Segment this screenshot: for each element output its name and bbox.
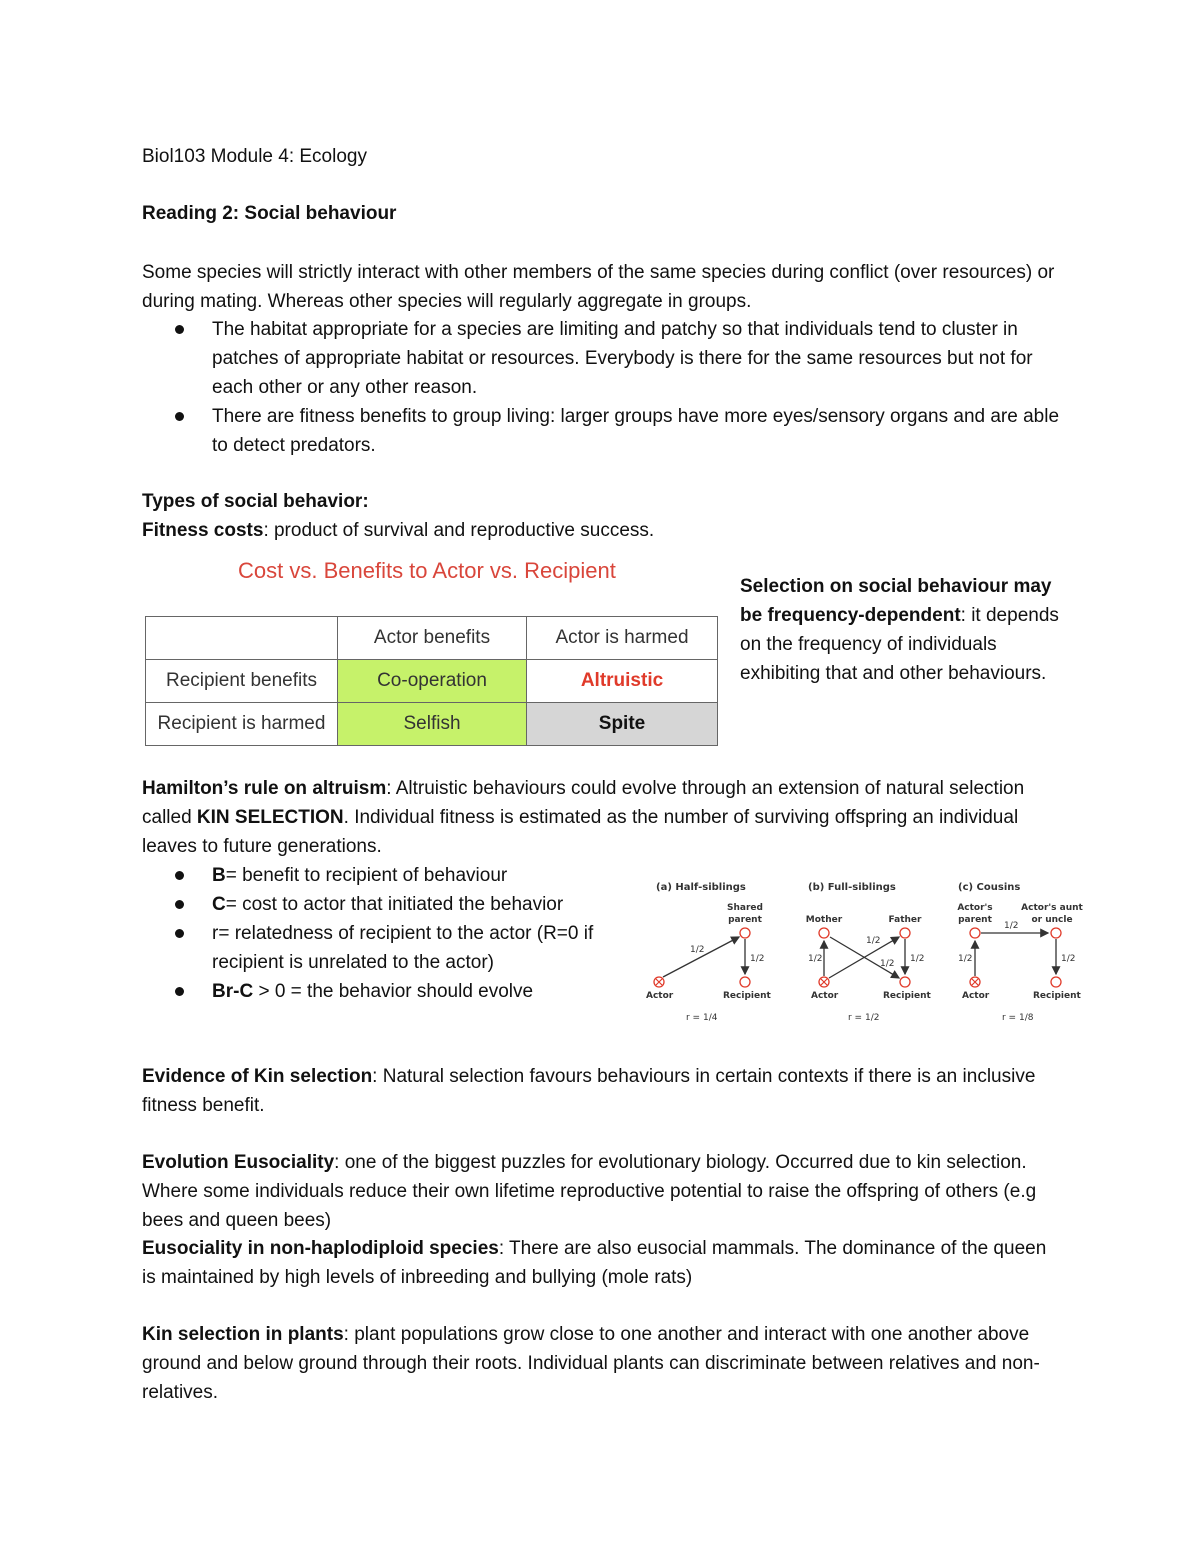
list-item <box>142 977 612 1006</box>
evidence-term: Evidence of Kin selection <box>142 1066 373 1087</box>
fitness-costs-paragraph <box>142 516 654 545</box>
list-item <box>142 890 612 919</box>
types-heading: Types of social behavior: <box>142 491 369 512</box>
list-item <box>142 919 612 977</box>
bullet-text: = benefit to recipient of behaviour <box>225 865 508 886</box>
bullet-term: C <box>212 894 226 915</box>
list-item: The habitat appropriate for a species are limiting and patchy so that individuals tend to cluster in patches of appropriate habitat or resources. Everybody is there for the same resources but not for each other or any other reason. <box>142 315 1062 402</box>
mother-node <box>819 928 829 938</box>
eusociality-paragraph <box>142 1148 1062 1235</box>
mother-label: Mother <box>805 915 843 925</box>
relatedness-label: 1/2 <box>910 954 925 964</box>
fitness-costs-text: : product of survival and reproductive success. <box>263 520 655 541</box>
reading-title: Reading 2: Social behaviour <box>142 203 397 224</box>
hamilton-text-continued: . Individual fitness is estimated as the number of surviving offspring an individual leaves to future generations. <box>142 807 1019 857</box>
header-actor-harmed: Actor is harmed <box>527 617 718 660</box>
bullet-text: = cost to actor that initiated the behavior <box>225 894 564 915</box>
relatedness-label: 1/2 <box>750 954 765 964</box>
bullet-term: Br-C <box>212 981 254 1002</box>
parent-node <box>970 928 980 938</box>
plants-paragraph <box>142 1320 1062 1407</box>
panel-a-label: (a) Half-siblings <box>656 882 746 893</box>
kin-selection-term: KIN SELECTION <box>196 807 344 828</box>
frequency-dependent-term: Selection on social behaviour may be frequency-dependent <box>740 576 1052 626</box>
table-corner-cell <box>146 617 338 660</box>
actor-label: Actor <box>962 991 990 1001</box>
eusociality-term: Evolution Eusociality <box>142 1152 335 1173</box>
module-header: Biol103 Module 4: Ecology <box>142 146 367 167</box>
bullet-text: r= relatedness of recipient to the actor (R=0 if recipient is unrelated to the actor) <box>212 923 594 973</box>
arrow-actor-to-parent <box>663 937 739 977</box>
haplodiploid-text: : There are also eusocial mammals. The dominance of the queen is maintained by high levels of inbreeding and bullying (mole rats) <box>142 1238 1047 1288</box>
cost-benefit-table <box>145 616 718 746</box>
cell-spite: Spite <box>527 703 718 746</box>
hamilton-paragraph <box>142 774 1062 861</box>
recipient-label: Recipient <box>1033 991 1081 1001</box>
actor-label: Actor <box>646 991 674 1001</box>
row-recipient-harmed: Recipient is harmed <box>146 703 338 746</box>
panel-c-label: (c) Cousins <box>958 882 1021 893</box>
hamilton-bullet-list <box>142 861 612 1006</box>
relatedness-label: 1/2 <box>958 954 973 964</box>
header-actor-benefits: Actor benefits <box>338 617 527 660</box>
panel-b-label: (b) Full-siblings <box>808 882 896 893</box>
aunt-uncle-node <box>1051 928 1061 938</box>
relatedness-result: r = 1/4 <box>686 1013 718 1023</box>
actor-label: Actor <box>811 991 839 1001</box>
frequency-dependent-note <box>740 572 1070 688</box>
evidence-paragraph <box>142 1062 1062 1120</box>
evidence-text: : Natural selection favours behaviours in certain contexts if there is an inclusive fitness benefit. <box>142 1066 1036 1116</box>
cost-benefit-table-title: Cost vs. Benefits to Actor vs. Recipient <box>238 558 616 583</box>
recipient-label: Recipient <box>883 991 931 1001</box>
relatedness-label: 1/2 <box>866 936 881 946</box>
recipient-label: Recipient <box>723 991 771 1001</box>
habitat-bullet-list <box>142 315 1062 460</box>
row-recipient-benefits: Recipient benefits <box>146 660 338 703</box>
table-row <box>146 660 718 703</box>
relatedness-label: 1/2 <box>808 954 823 964</box>
relatedness-diagram <box>640 872 1090 1032</box>
cell-altruistic: Altruistic <box>527 660 718 703</box>
relatedness-label: 1/2 <box>1004 921 1019 931</box>
list-item <box>142 861 612 890</box>
father-label: Father <box>888 915 922 925</box>
aunt-uncle-label: Actor's aunt or uncle <box>1021 903 1083 925</box>
hamilton-text: : Altruistic behaviours could evolve through an extension of natural selection called <box>142 778 1025 828</box>
recipient-node <box>1051 977 1061 987</box>
relatedness-result: r = 1/2 <box>848 1013 880 1023</box>
table-row <box>146 703 718 746</box>
haplodiploid-term: Eusociality in non-haplodiploid species <box>142 1238 499 1259</box>
shared-parent-label: Shared parent <box>727 903 763 925</box>
shared-parent-node <box>740 928 750 938</box>
plants-term: Kin selection in plants <box>142 1324 344 1345</box>
relatedness-label: 1/2 <box>880 959 895 969</box>
plants-text: : plant populations grow close to one another and interact with one another above ground and below ground through their roots. Individual plants can discriminate between relatives and non-relatives. <box>142 1324 1040 1403</box>
recipient-node <box>740 977 750 987</box>
fitness-costs-term: Fitness costs <box>142 520 264 541</box>
bullet-text: > 0 = the behavior should evolve <box>253 981 534 1002</box>
relatedness-label: 1/2 <box>1061 954 1076 964</box>
hamilton-term: Hamilton’s rule on altruism <box>142 778 387 799</box>
relatedness-result: r = 1/8 <box>1002 1013 1034 1023</box>
list-item: There are fitness benefits to group living: larger groups have more eyes/sensory organs and are able to detect predators. <box>142 402 1062 460</box>
cell-selfish: Selfish <box>338 703 527 746</box>
recipient-node <box>900 977 910 987</box>
table-row <box>146 617 718 660</box>
cell-cooperation: Co-operation <box>338 660 527 703</box>
eusociality-text: : one of the biggest puzzles for evolutionary biology. Occurred due to kin selection. Where some individuals reduce their own lifetime reproductive potential to raise the offspring of others (e.g bees and queen bees) <box>142 1152 1037 1231</box>
frequency-dependent-text: : it depends on the frequency of individuals exhibiting that and other behaviours. <box>740 605 1059 684</box>
relatedness-label: 1/2 <box>690 945 705 955</box>
bullet-term: B <box>212 865 226 886</box>
haplodiploid-paragraph <box>142 1234 1062 1292</box>
intro-paragraph: Some species will strictly interact with other members of the same species during conflict (over resources) or during mating. Whereas other species will regularly aggregate in groups. <box>142 262 1055 312</box>
father-node <box>900 928 910 938</box>
actors-parent-label: Actor's parent <box>957 903 993 925</box>
